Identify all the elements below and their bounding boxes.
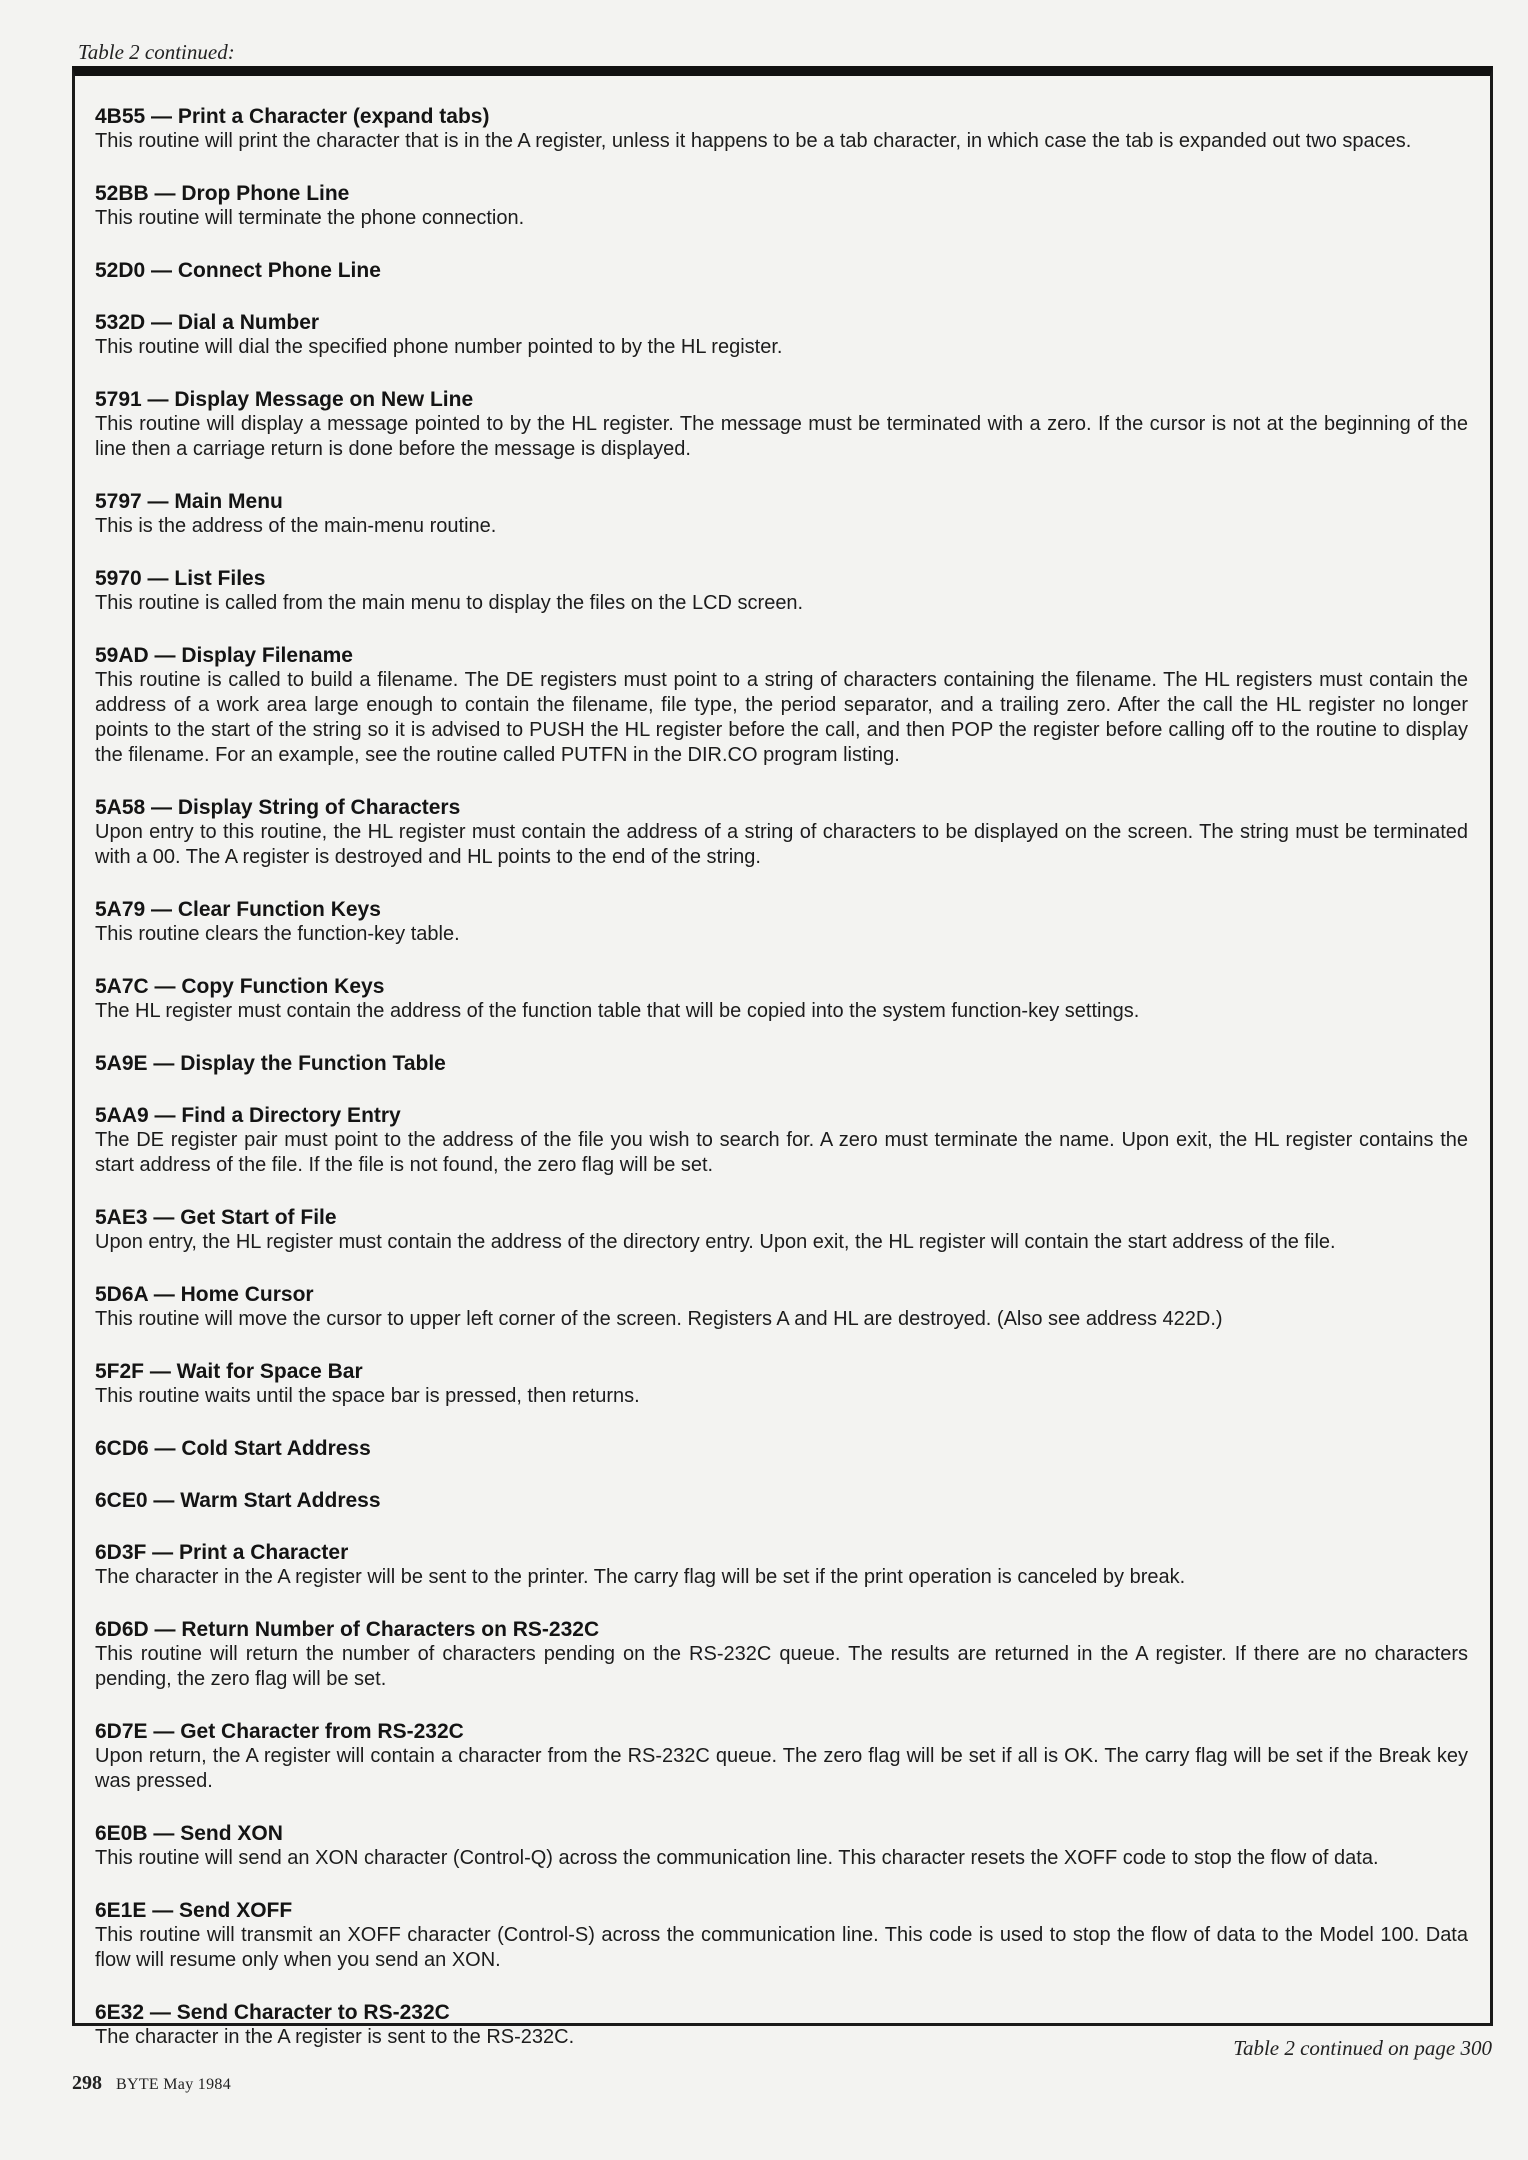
table-entry	[95, 643, 1468, 768]
entry-title: 6CE0 — Warm Start Address	[95, 1489, 381, 1512]
table-entry	[95, 1821, 1468, 1871]
entry-description: This routine will send an XON character (Control-Q) across the communication line. This character resets the XOFF code to stop the flow of data.	[95, 1847, 1379, 1869]
page-number: 298	[72, 2072, 102, 2094]
table-entry	[95, 897, 1468, 947]
entry-title: 5A79 — Clear Function Keys	[95, 898, 381, 921]
entry-list	[95, 104, 1468, 2050]
table-entry	[95, 1540, 1468, 1590]
entry-description: This routine will transmit an XOFF character (Control-S) across the communication line. This code is used to stop the flow of data to the Model 100. Data flow will resume only when you send an XON.	[95, 1924, 1468, 1971]
table-caption: Table 2 continued:	[78, 40, 235, 64]
entry-title: 52D0 — Connect Phone Line	[95, 259, 381, 282]
entry-description: This routine will terminate the phone connection.	[95, 207, 525, 229]
entry-description: Upon return, the A register will contain a character from the RS-232C queue. The zero flag will be set if all is OK. The carry flag will be set if the Break key was pressed.	[95, 1745, 1468, 1792]
entry-title: 5A9E — Display the Function Table	[95, 1052, 446, 1075]
entry-description: This routine will dial the specified phone number pointed to by the HL register.	[95, 336, 783, 358]
table-entry	[95, 489, 1468, 539]
table-entry	[95, 104, 1468, 154]
entry-description: The character in the A register is sent to the RS-232C.	[95, 2026, 575, 2048]
table-entry	[95, 1488, 1468, 1513]
entry-description: Upon entry to this routine, the HL register must contain the address of a string of characters to be displayed on the screen. The string must be terminated with a 00. The A register is destroyed and HL points to the end of the string.	[95, 821, 1468, 868]
entry-title: 5A7C — Copy Function Keys	[95, 975, 385, 998]
entry-title: 6D6D — Return Number of Characters on RS-232C	[95, 1618, 600, 1641]
entry-description: This routine clears the function-key table.	[95, 923, 460, 945]
entry-title: 6E32 — Send Character to RS-232C	[95, 2001, 450, 2024]
entry-description: This routine will print the character that is in the A register, unless it happens to be a tab character, in which case the tab is expanded out two spaces.	[95, 130, 1412, 152]
entry-description: This routine waits until the space bar is pressed, then returns.	[95, 1385, 640, 1407]
table-entry	[95, 1719, 1468, 1794]
table-entry	[95, 566, 1468, 616]
table-entry	[95, 974, 1468, 1024]
table-entry	[95, 1898, 1468, 1973]
entry-title: 6CD6 — Cold Start Address	[95, 1437, 371, 1460]
entry-title: 5797 — Main Menu	[95, 490, 283, 513]
entry-title: 5D6A — Home Cursor	[95, 1283, 314, 1306]
entry-description: This is the address of the main-menu routine.	[95, 515, 497, 537]
entry-title: 6D3F — Print a Character	[95, 1541, 349, 1564]
entry-title: 532D — Dial a Number	[95, 311, 320, 334]
entry-description: This routine will display a message pointed to by the HL register. The message must be terminated with a zero. If the cursor is not at the beginning of the line then a carriage return is done before the message is displayed.	[95, 413, 1468, 460]
table-entry	[95, 1436, 1468, 1461]
entry-title: 6E0B — Send XON	[95, 1822, 283, 1845]
table-entry	[95, 795, 1468, 870]
entry-description: The HL register must contain the address of the function table that will be copied into the system function-key settings.	[95, 1000, 1140, 1022]
entry-title: 5AE3 — Get Start of File	[95, 1206, 337, 1229]
entry-description: The character in the A register will be sent to the printer. The carry flag will be set if the print operation is canceled by break.	[95, 1566, 1186, 1588]
table-entry	[95, 1282, 1468, 1332]
entry-description: Upon entry, the HL register must contain the address of the directory entry. Upon exit, the HL register will contain the start address of the file.	[95, 1231, 1336, 1253]
entry-description: This routine is called to build a filename. The DE registers must point to a string of characters containing the filename. The HL registers must contain the address of a work area large enough to contain the filename, file type, the period separator, and a trailing zero. After the call the HL register no longer points to the start of the string so it is advised to PUSH the HL register before the call, and then POP the register before calling off to the routine to display the filename. For an example, see the routine called PUTFN in the DIR.CO program listing.	[95, 669, 1468, 766]
page-footer	[72, 2072, 231, 2095]
table-entry	[95, 1051, 1468, 1076]
table-entry	[95, 387, 1468, 462]
table-entry	[95, 1359, 1468, 1409]
table-entry	[95, 1205, 1468, 1255]
entry-title: 5AA9 — Find a Directory Entry	[95, 1104, 401, 1127]
entry-title: 6D7E — Get Character from RS-232C	[95, 1720, 464, 1743]
entry-title: 5A58 — Display String of Characters	[95, 796, 461, 819]
entry-description: This routine is called from the main menu to display the files on the LCD screen.	[95, 592, 804, 614]
entry-description: This routine will move the cursor to upper left corner of the screen. Registers A and HL are destroyed. (Also see address 422D.)	[95, 1308, 1223, 1330]
entry-title: 5791 — Display Message on New Line	[95, 388, 474, 411]
entry-title: 52BB — Drop Phone Line	[95, 182, 350, 205]
magazine-issue: BYTE May 1984	[116, 2076, 232, 2093]
entry-title: 5970 — List Files	[95, 567, 266, 590]
entry-description: The DE register pair must point to the address of the file you wish to search for. A zero must terminate the name. Upon exit, the HL register contains the start address of the file. If the file is not found, the zero flag will be set.	[95, 1129, 1468, 1176]
table-entry	[95, 181, 1468, 231]
table-entry	[95, 258, 1468, 283]
table-entry	[95, 310, 1468, 360]
table-entry	[95, 1617, 1468, 1692]
table-entry	[95, 1103, 1468, 1178]
entry-title: 59AD — Display Filename	[95, 644, 353, 667]
entry-title: 5F2F — Wait for Space Bar	[95, 1360, 363, 1383]
entry-title: 4B55 — Print a Character (expand tabs)	[95, 105, 490, 128]
continued-note: Table 2 continued on page 300	[1233, 2036, 1492, 2060]
entry-description: This routine will return the number of characters pending on the RS-232C queue. The results are returned in the A register. If there are no characters pending, the zero flag will be set.	[95, 1643, 1468, 1690]
entry-title: 6E1E — Send XOFF	[95, 1899, 293, 1922]
